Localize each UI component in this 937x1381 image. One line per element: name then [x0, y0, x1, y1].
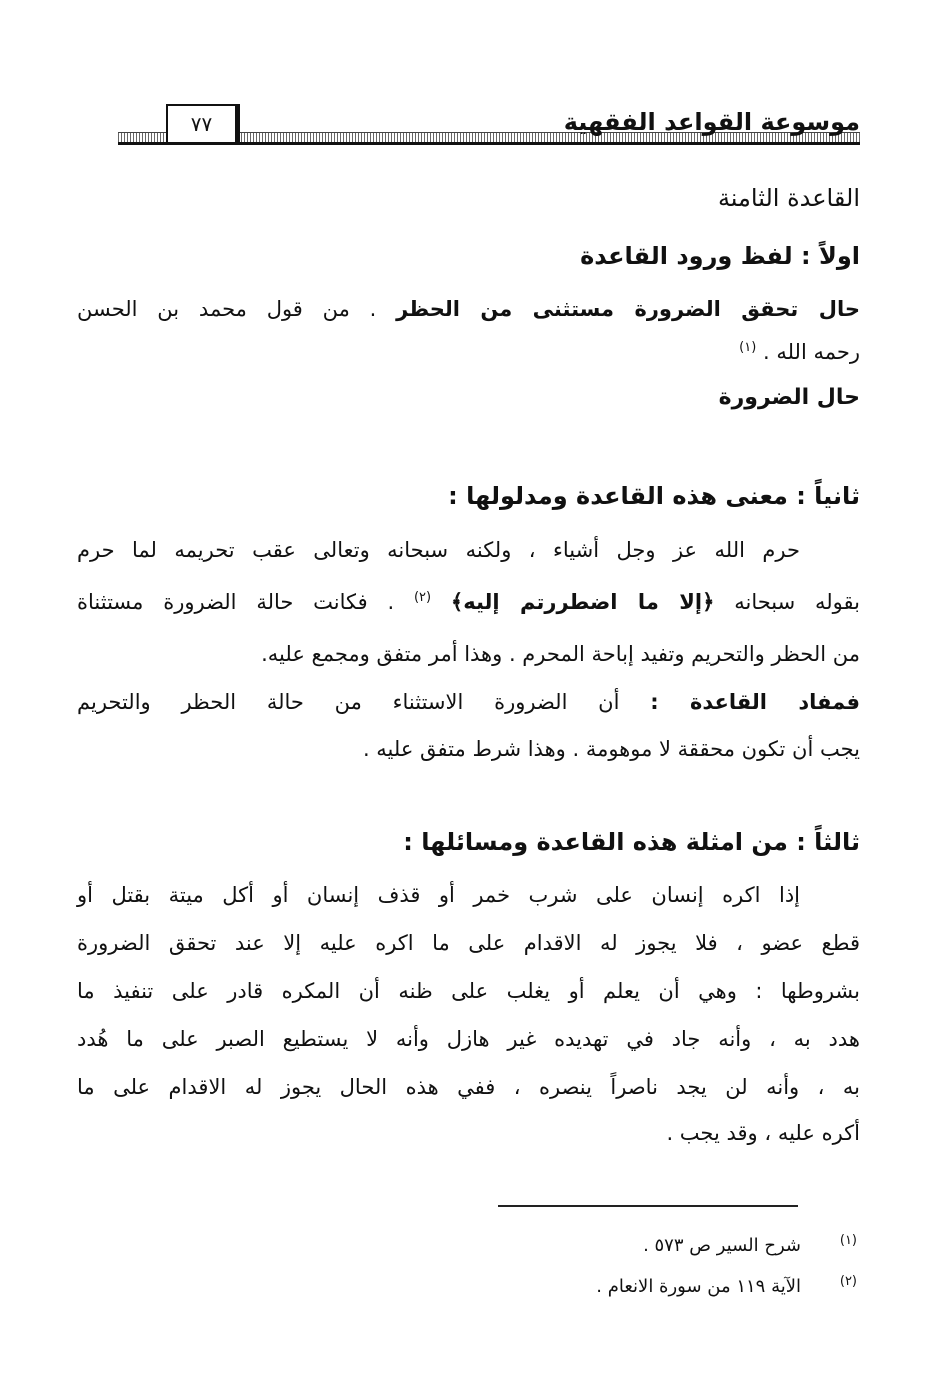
benefit-text: أن الضرورة الاستثناء من حالة الحظر والتحريم [77, 690, 620, 714]
rule-title: القاعدة الثامنة [717, 184, 860, 212]
footnote-2-number: (٢) [839, 1274, 857, 1289]
example-line: قطع عضو ، فلا يجوز له الاقدام على ما اكره عليه إلا عند تحقق الضرورة [77, 931, 860, 955]
example-line: به ، وأنه لن يجد ناصراً ينصره ، ففي هذه الحال يجوز له الاقدام على ما [77, 1075, 860, 1099]
footnote-ref-1: (١) [739, 340, 757, 355]
example-line: بشروطها : وهي أن يعلم أو يغلب على ظنه أن المكره قادر على تنفيذ ما [77, 979, 860, 1003]
rule-statement: حال تحقق الضرورة مستثنى من الحظر [396, 297, 860, 321]
footnote-ref-2: (٢) [413, 590, 432, 605]
section2-line-2-start: بقوله سبحانه [734, 590, 860, 614]
quran-verse: ﴿إلا ما اضطررتم إليه﴾ [450, 590, 715, 614]
section2-line-4 [77, 690, 860, 714]
section2-line-1: حرم الله عز وجل أشياء ، ولكنه سبحانه وتعالى عقب تحريمه لما حرم [77, 538, 800, 562]
section1-rule-line [77, 297, 860, 321]
footnote-separator [498, 1205, 798, 1207]
section1-rule-line-2 [77, 340, 860, 364]
rule-short-form: حال الضرورة [718, 385, 860, 410]
footnote-1-number: (١) [839, 1233, 857, 1248]
rule-source-cont: رحمه الله . [763, 340, 860, 364]
example-line: إذا اكره إنسان على شرب خمر أو قذف إنسان أو أكل ميتة بقتل أو [77, 883, 800, 907]
footnote-1-text: شرح السير ص ٥٧٣ . [643, 1235, 801, 1256]
section2-line-2 [77, 590, 860, 614]
section2-line-5: يجب أن تكون محققة لا موهومة . وهذا شرط متفق عليه . [362, 737, 860, 761]
page-number: ٧٧ [166, 104, 240, 144]
benefit-label: فمفاد القاعدة : [650, 690, 860, 714]
footnote-1 [643, 1233, 857, 1256]
footnote-2-text: الآية ١١٩ من سورة الانعام . [596, 1276, 801, 1297]
example-line: أكره عليه ، وقد يجب . [666, 1121, 860, 1145]
section3-heading: ثالثاً : من امثلة هذه القاعدة ومسائلها : [403, 828, 860, 856]
rule-source: . من قول محمد بن الحسن [77, 297, 377, 321]
section2-line-2-end: . فكانت حالة الضرورة مستثناة [77, 590, 395, 614]
footnote-2 [596, 1274, 857, 1297]
example-line: هدد به ، وأنه جاد في تهديده غير هازل وأنه لا يستطيع الصبر على ما هُدد [77, 1027, 860, 1051]
section2-line-3: من الحظر والتحريم وتفيد إباحة المحرم . وهذا أمر متفق ومجمع عليه. [261, 642, 860, 666]
book-title: موسوعة القواعد الفقهية [563, 108, 860, 136]
section1-heading: اولاً : لفظ ورود القاعدة [580, 242, 860, 270]
page-header [118, 100, 860, 156]
section2-heading: ثانياً : معنى هذه القاعدة ومدلولها : [448, 482, 860, 510]
